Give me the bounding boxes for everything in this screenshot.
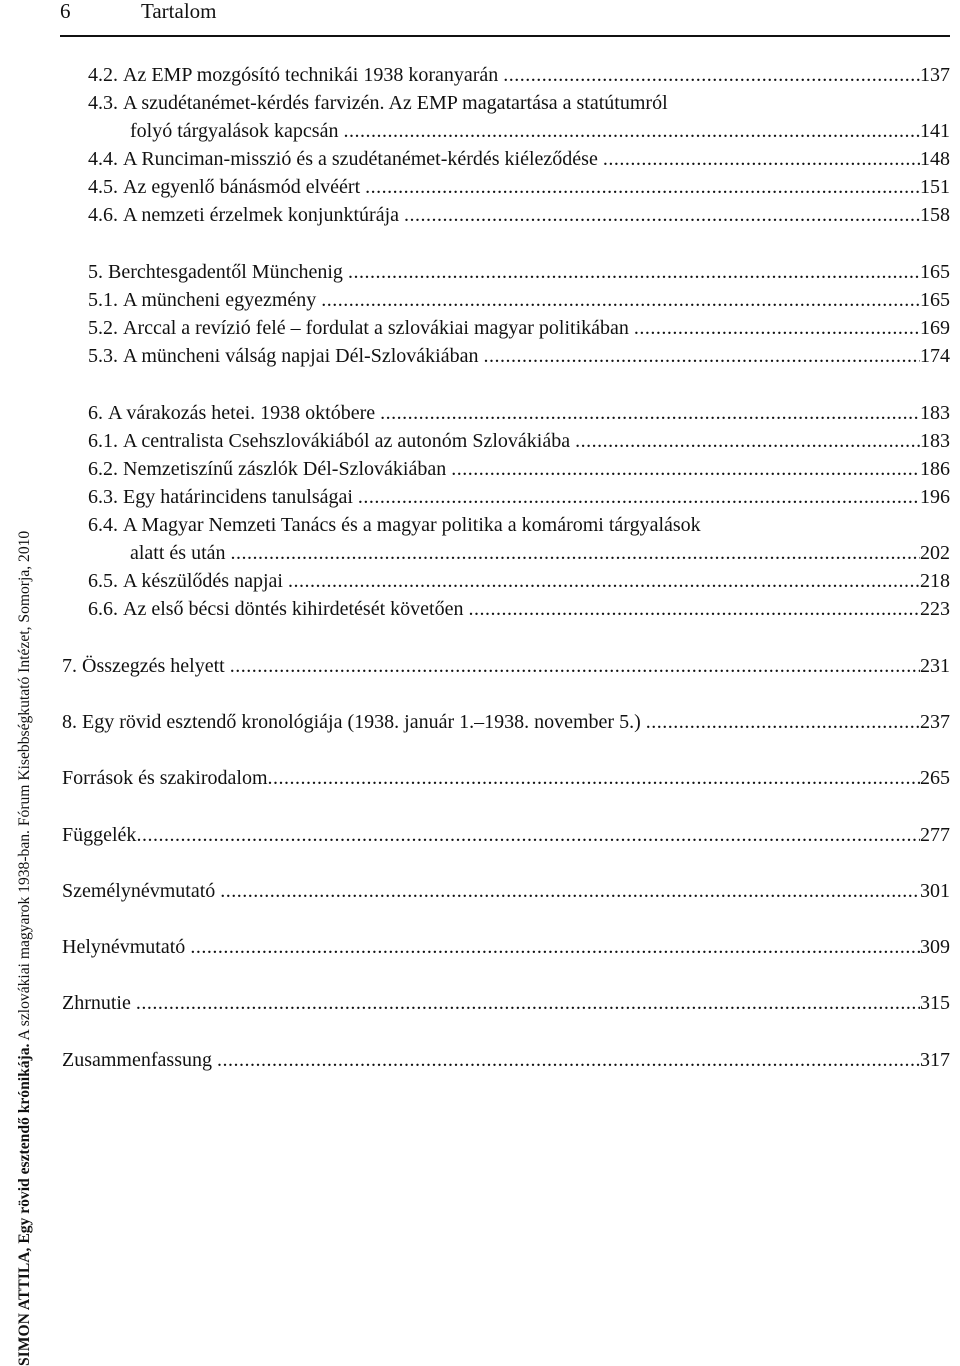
toc-title: Összegzés helyett [82,655,225,677]
toc-entry[interactable] [88,427,950,457]
running-header [60,0,950,38]
toc-title: A Runciman-misszió és a szudétanémet-kérdés kiéleződése [123,148,598,170]
toc-number: 4.3. [88,92,118,114]
toc-page: 148 [920,148,950,170]
toc-entry[interactable] [88,483,950,513]
toc-number: 4.6. [88,204,118,226]
dot-leader [468,595,920,623]
toc-title: A szudétanémet-kérdés farvizén. Az EMP magatartása a statútumról [123,92,668,114]
dot-leader [321,286,920,314]
toc-number: 5. [88,261,103,283]
toc-number: 6.2. [88,458,118,480]
toc-entry[interactable] [88,342,950,372]
toc-title: Személynévmutató [62,880,216,902]
dot-leader [268,764,920,792]
toc-title: Berchtesgadentől Münchenig [108,261,343,283]
toc-entry[interactable] [88,595,950,625]
toc-number: 6.6. [88,598,118,620]
toc-page: 309 [920,936,950,958]
toc-entry[interactable] [88,173,950,203]
toc-entry[interactable] [62,652,950,682]
toc-title: A Magyar Nemzeti Tanács és a magyar politika a komáromi tárgyalások [123,514,701,536]
dot-leader [451,455,920,483]
toc-entry[interactable] [88,511,701,541]
toc-number: 5.2. [88,317,118,339]
toc-title: A nemzeti érzelmek konjunktúrája [123,204,400,226]
toc-page: 315 [920,992,950,1014]
toc-page: 165 [920,289,950,311]
toc-entry[interactable] [88,399,950,429]
toc-title: Zusammenfassung [62,1049,212,1071]
header-rule [60,35,950,37]
toc-title: A müncheni egyezmény [123,289,317,311]
toc-entry-continuation[interactable] [130,117,950,147]
toc-title: Az egyenlő bánásmód elvéért [123,176,361,198]
dot-leader [231,539,920,567]
toc-number: 6.1. [88,430,118,452]
toc-page: 218 [920,570,950,592]
toc-page: 183 [920,430,950,452]
toc-entry[interactable] [88,286,950,316]
toc-entry[interactable] [62,933,950,963]
side-citation-bold: SIMON ATTILA, Egy rövid esztendő krónikája. [16,1043,33,1366]
toc-page: 137 [920,64,950,86]
toc-number: 5.3. [88,345,118,367]
dot-leader [646,708,920,736]
dot-leader [348,258,920,286]
dot-leader [365,173,920,201]
toc-entry[interactable] [62,1046,950,1076]
toc-title: folyó tárgyalások kapcsán [130,120,339,142]
dot-leader [358,483,920,511]
dot-leader [634,314,920,342]
toc-page: 277 [920,824,950,846]
side-citation [14,326,36,1366]
toc-title: Helynévmutató [62,936,186,958]
toc-entry[interactable] [88,567,950,597]
toc-page: 317 [920,1049,950,1071]
toc-number: 7. [62,655,77,677]
dot-leader [483,342,920,370]
side-citation-rest: A szlovákiai magyarok 1938-ban. Fórum Kisebbségkutató Intézet, Somorja, 2010 [16,530,33,1044]
toc-number: 6.5. [88,570,118,592]
dot-leader [230,652,920,680]
toc-entry[interactable] [62,821,950,851]
dot-leader [503,61,920,89]
toc-page: 202 [920,542,950,564]
toc-title: A készülődés napjai [123,570,283,592]
toc-page: 165 [920,261,950,283]
toc-page: 265 [920,767,950,789]
toc-page: 183 [920,402,950,424]
dot-leader [136,989,920,1017]
toc-page: 196 [920,486,950,508]
toc-page: 231 [920,655,950,677]
toc-number: 8. [62,711,77,733]
toc-entry[interactable] [62,989,950,1019]
dot-leader [136,821,920,849]
toc-page: 223 [920,598,950,620]
toc-number: 4.2. [88,64,118,86]
toc-title: Az EMP mozgósító technikái 1938 koranyarán [123,64,499,86]
dot-leader [190,933,920,961]
toc-title: Arccal a revízió felé – fordulat a szlovákiai magyar politikában [123,317,629,339]
toc-title: Egy határincidens tanulságai [123,486,353,508]
toc-entry[interactable] [88,61,950,91]
running-title: Tartalom [141,0,217,23]
toc-entry[interactable] [62,764,950,794]
toc-page: 301 [920,880,950,902]
toc-title: A centralista Csehszlovákiából az autonóm Szlovákiába [123,430,571,452]
dot-leader [404,201,920,229]
toc-title: A müncheni válság napjai Dél-Szlovákiában [123,345,479,367]
toc-page: 141 [920,120,950,142]
toc-page: 151 [920,176,950,198]
toc-number: 6.3. [88,486,118,508]
page-number: 6 [60,0,71,23]
toc-entry[interactable] [88,89,668,119]
toc-number: 5.1. [88,289,118,311]
toc-title: Egy rövid esztendő kronológiája (1938. január 1.–1938. november 5.) [82,711,641,733]
dot-leader [575,427,920,455]
toc-entry[interactable] [88,145,950,175]
toc-entry[interactable] [62,708,950,738]
toc-entry[interactable] [88,201,950,231]
toc-title: Nemzetiszínű zászlók Dél-Szlovákiában [123,458,447,480]
toc-number: 6.4. [88,514,118,536]
toc-title: Zhrnutie [62,992,131,1014]
toc-entry-continuation[interactable] [130,539,950,569]
toc-title: A várakozás hetei. 1938 októbere [108,402,376,424]
dot-leader [380,399,920,427]
dot-leader [603,145,920,173]
toc-number: 4.4. [88,148,118,170]
dot-leader [343,117,920,145]
toc-title: alatt és után [130,542,226,564]
toc-number: 6. [88,402,103,424]
toc-page: 186 [920,458,950,480]
toc-entry[interactable] [88,258,950,288]
toc-title: Függelék [62,824,137,846]
toc-number: 4.5. [88,176,118,198]
toc-title: Az első bécsi döntés kihirdetését követően [123,598,464,620]
toc-title: Források és szakirodalom [62,767,268,789]
toc-page: 237 [920,711,950,733]
dot-leader [220,877,920,905]
toc-entry[interactable] [88,314,950,344]
toc-entry[interactable] [88,455,950,485]
toc-page: 169 [920,317,950,339]
dot-leader [217,1046,920,1074]
dot-leader [288,567,920,595]
toc-page: 158 [920,204,950,226]
toc-entry[interactable] [62,877,950,907]
toc-page: 174 [920,345,950,367]
